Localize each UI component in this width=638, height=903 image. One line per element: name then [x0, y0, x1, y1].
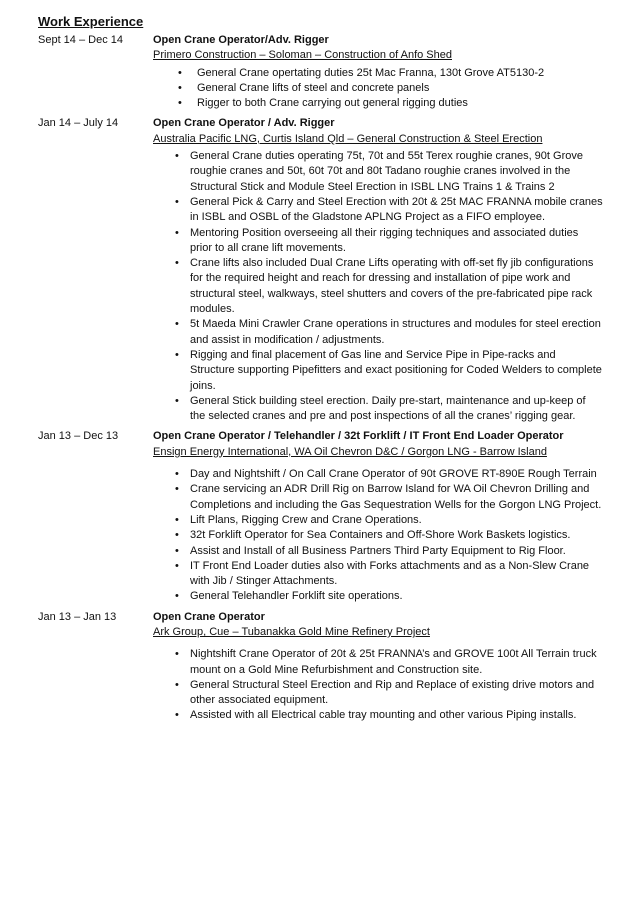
duty-item: • 32t Forklift Operator for Sea Containers and Off-Shore Work Baskets logistics.: [153, 528, 603, 543]
duty-item: • Day and Nightshift / On Call Crane Operator of 90t GROVE RT-890E Rough Terrain: [153, 467, 603, 482]
job-entry: [38, 116, 603, 424]
job-entry: [38, 429, 603, 604]
job-role: Open Crane Operator: [153, 610, 265, 623]
duty-item: • Crane servicing an ADR Drill Rig on Barrow Island for WA Oil Chevron Drilling and Completions and including the Gas Sequestration Wells for the Gorgon LNG Project.: [153, 482, 603, 513]
duty-item: • General Stick building steel erection. Daily pre-start, maintenance and up-keep of the selected cranes and pre and post inspections of all the cranes’ rigging gear.: [153, 394, 603, 425]
duty-list: [153, 647, 603, 723]
job-body: [153, 610, 603, 724]
duty-item: • IT Front End Loader duties also with Forks attachments and as a Non-Slew Crane with Jib / Stinger Attachments.: [153, 559, 603, 590]
job-role: Open Crane Operator/Adv. Rigger: [153, 34, 329, 46]
job-body: [153, 116, 603, 424]
duty-item: • Assist and Install of all Business Partners Third Party Equipment to Rig Floor.: [153, 544, 603, 559]
job-body: [153, 33, 603, 111]
job-company: Ensign Energy International, WA Oil Chevron D&C / Gorgon LNG - Barrow Island: [153, 445, 547, 458]
job-role: Open Crane Operator / Adv. Rigger: [153, 117, 335, 130]
job-role: Open Crane Operator / Telehandler / 32t Forklift / IT Front End Loader Operator: [153, 430, 564, 443]
job-dates: Jan 13 – Jan 13: [38, 610, 117, 623]
job-dates: Sept 14 – Dec 14: [38, 34, 124, 46]
duty-item: • General Crane opertating duties 25t Mac Franna, 130t Grove AT5130-2: [153, 66, 603, 81]
job-company: Primero Construction – Soloman – Construction of Anfo Shed: [153, 49, 452, 62]
duty-item: • Crane lifts also included Dual Crane Lifts operating with off-set fly jib configurations for the required height and reach for dressing and installation of pipe work and structural steel, walkways, steel shutters and covers of the pre-fabricated pipe rack modules.: [153, 256, 603, 317]
duty-item: • Mentoring Position overseeing all their rigging techniques and associated duties prior to all crane lift movements.: [153, 226, 603, 257]
duty-list: [153, 66, 603, 112]
duty-list: [153, 149, 603, 424]
duty-item: • General Crane duties operating 75t, 70t and 55t Terex roughie cranes, 90t Grove roughie cranes and 50t, 60t 70t and 80t Tadano roughie cranes involved in the Structural Stick and Module Steel Erection in ISBL LNG Trains 1 & Trains 2: [153, 149, 603, 195]
job-body: [153, 429, 603, 604]
duty-item: • General Pick & Carry and Steel Erection with 20t & 25t MAC FRANNA mobile cranes in ISBL and OSBL of the Gladstone APLNG Project as a FIFO employee.: [153, 195, 603, 226]
duty-item: • General Crane lifts of steel and concrete panels: [153, 81, 603, 96]
duty-list: [153, 467, 603, 605]
job-dates: Jan 13 – Dec 13: [38, 430, 119, 443]
duty-item: • Nightshift Crane Operator of 20t & 25t FRANNA’s and GROVE 100t All Terrain truck mount on a Gold Mine Refurbishment and Construction site.: [153, 647, 603, 678]
job-company: Australia Pacific LNG, Curtis Island Qld – General Construction & Steel Erection: [153, 132, 543, 145]
job-entry: [38, 33, 603, 111]
duty-item: • General Telehandler Forklift site operations.: [153, 589, 603, 604]
job-entry: [38, 610, 603, 724]
duty-item: • Assisted with all Electrical cable tray mounting and other various Piping installs.: [153, 708, 603, 723]
job-dates: Jan 14 – July 14: [38, 117, 119, 130]
section-title: Work Experience: [38, 14, 144, 29]
duty-item: • 5t Maeda Mini Crawler Crane operations in structures and modules for steel erection and assist in modification / adjustments.: [153, 317, 603, 348]
duty-item: • General Structural Steel Erection and Rip and Replace of existing drive motors and other associated equipment.: [153, 678, 603, 709]
duty-item: • Lift Plans, Rigging Crew and Crane Operations.: [153, 513, 603, 528]
duty-item: • Rigging and final placement of Gas line and Service Pipe in Pipe-racks and Structure supporting Pipefitters and exact positioning for Coded Welders to complete joins.: [153, 348, 603, 394]
duty-item: • Rigger to both Crane carrying out general rigging duties: [153, 96, 603, 111]
job-company: Ark Group, Cue – Tubanakka Gold Mine Refinery Project: [153, 625, 430, 638]
resume-page: [38, 14, 603, 729]
